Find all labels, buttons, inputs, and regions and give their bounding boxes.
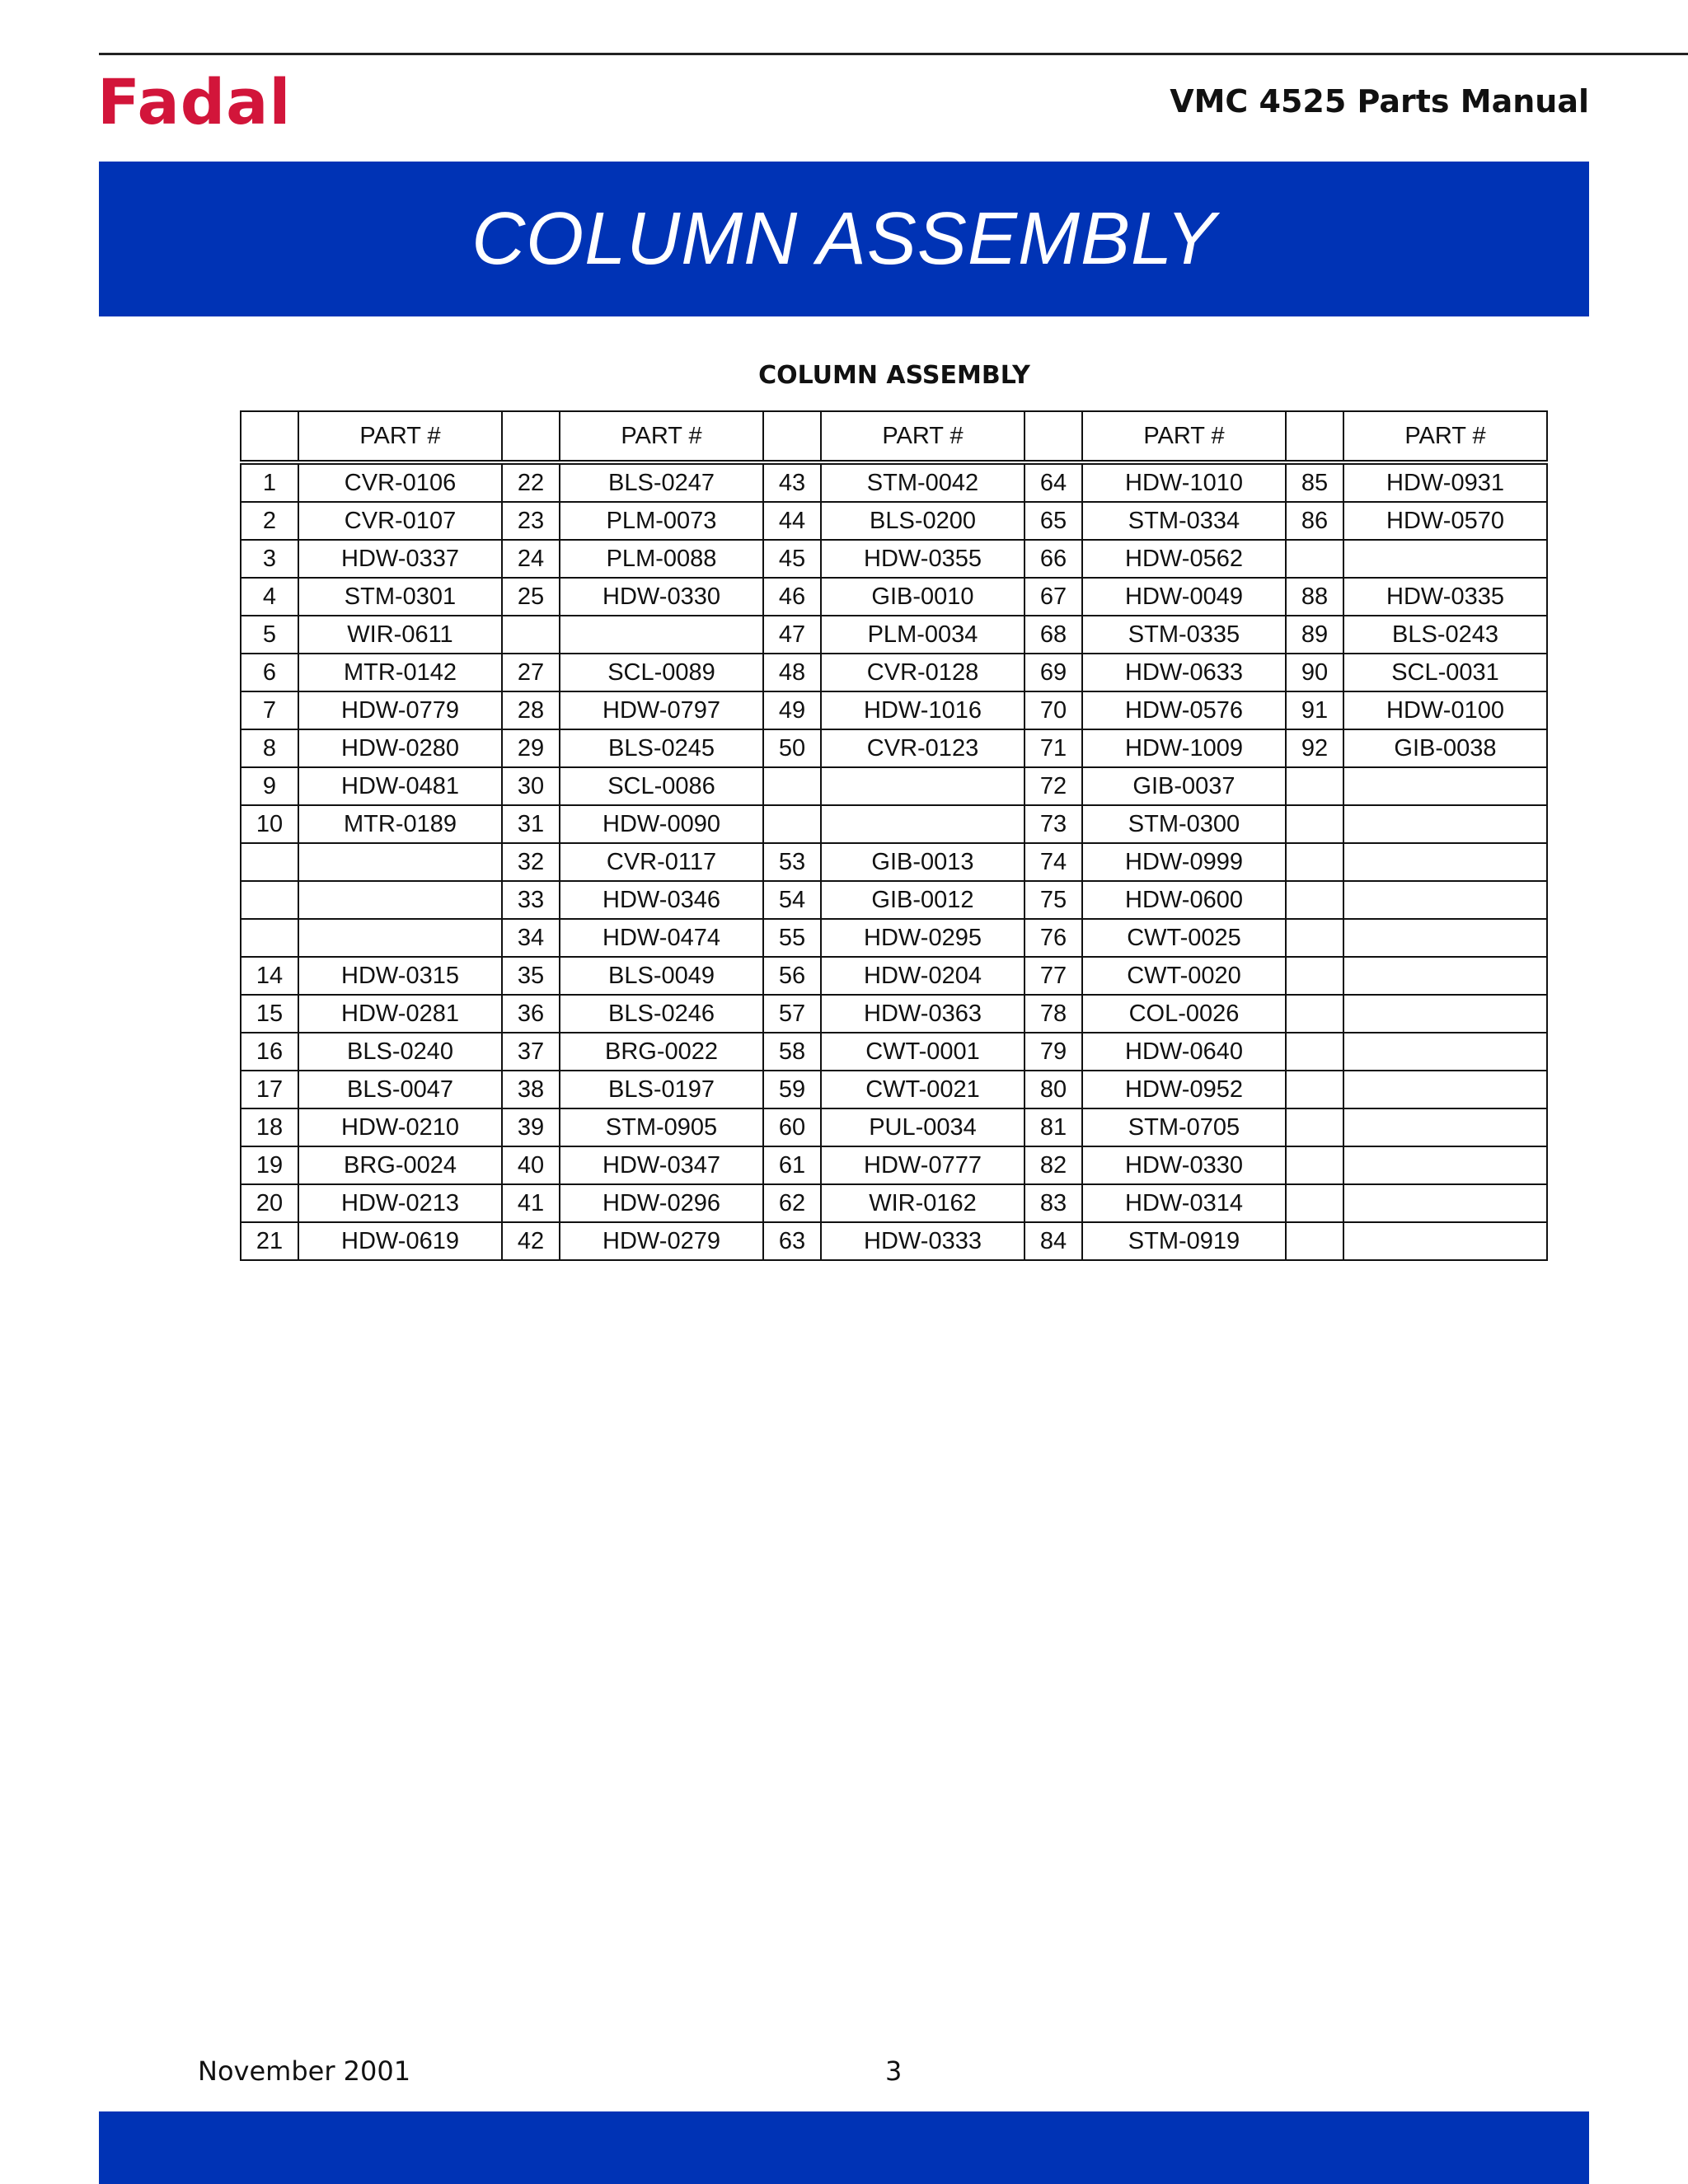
item-number-cell: 71 xyxy=(1025,729,1082,767)
part-number-cell: STM-0300 xyxy=(1082,805,1286,843)
part-number-cell: HDW-0640 xyxy=(1082,1033,1286,1071)
part-number-cell xyxy=(1343,1146,1547,1184)
part-number-cell: BLS-0247 xyxy=(560,462,763,502)
table-row xyxy=(241,540,1547,578)
item-number-cell: 61 xyxy=(763,1146,821,1184)
item-number-header xyxy=(763,411,821,462)
item-number-cell xyxy=(502,616,560,654)
part-number-cell: GIB-0013 xyxy=(821,843,1025,881)
table-row xyxy=(241,1184,1547,1222)
part-number-cell xyxy=(298,881,502,919)
part-number-cell: HDW-0204 xyxy=(821,957,1025,995)
part-number-cell: BRG-0024 xyxy=(298,1146,502,1184)
part-number-cell: HDW-0295 xyxy=(821,919,1025,957)
item-number-cell: 65 xyxy=(1025,502,1082,540)
item-number-cell: 43 xyxy=(763,462,821,502)
part-number-cell xyxy=(298,919,502,957)
item-number-cell: 64 xyxy=(1025,462,1082,502)
item-number-cell xyxy=(1286,805,1343,843)
part-number-cell: CWT-0021 xyxy=(821,1071,1025,1108)
table-row xyxy=(241,1146,1547,1184)
item-number-cell xyxy=(1286,1033,1343,1071)
table-row xyxy=(241,843,1547,881)
part-number-cell: HDW-0363 xyxy=(821,995,1025,1033)
item-number-cell: 58 xyxy=(763,1033,821,1071)
part-number-cell: HDW-0281 xyxy=(298,995,502,1033)
item-number-cell: 34 xyxy=(502,919,560,957)
part-number-cell xyxy=(1343,995,1547,1033)
part-number-cell: GIB-0037 xyxy=(1082,767,1286,805)
item-number-cell: 55 xyxy=(763,919,821,957)
part-number-cell: HDW-0337 xyxy=(298,540,502,578)
item-number-cell: 85 xyxy=(1286,462,1343,502)
item-number-cell: 22 xyxy=(502,462,560,502)
parts-table-body xyxy=(241,462,1547,1260)
part-number-cell: HDW-0210 xyxy=(298,1108,502,1146)
table-row xyxy=(241,995,1547,1033)
part-number-cell: STM-0335 xyxy=(1082,616,1286,654)
item-number-cell: 47 xyxy=(763,616,821,654)
part-number-header: PART # xyxy=(821,411,1025,462)
item-number-cell xyxy=(1286,995,1343,1033)
part-number-cell: HDW-0347 xyxy=(560,1146,763,1184)
item-number-cell: 73 xyxy=(1025,805,1082,843)
part-number-cell xyxy=(1343,1222,1547,1260)
part-number-cell: WIR-0162 xyxy=(821,1184,1025,1222)
part-number-cell: HDW-0049 xyxy=(1082,578,1286,616)
parts-table xyxy=(240,410,1548,1261)
item-number-cell: 83 xyxy=(1025,1184,1082,1222)
item-number-cell: 8 xyxy=(241,729,298,767)
item-number-header xyxy=(241,411,298,462)
item-number-cell: 32 xyxy=(502,843,560,881)
part-number-cell: HDW-0952 xyxy=(1082,1071,1286,1108)
item-number-cell: 59 xyxy=(763,1071,821,1108)
item-number-cell xyxy=(1286,1222,1343,1260)
section-banner xyxy=(99,162,1589,316)
table-row xyxy=(241,729,1547,767)
item-number-cell: 82 xyxy=(1025,1146,1082,1184)
header-rule xyxy=(99,53,1688,55)
part-number-cell: HDW-0330 xyxy=(560,578,763,616)
part-number-cell: HDW-0570 xyxy=(1343,502,1547,540)
footer-bar xyxy=(99,2111,1589,2184)
table-row xyxy=(241,881,1547,919)
part-number-cell: MTR-0142 xyxy=(298,654,502,691)
item-number-cell: 37 xyxy=(502,1033,560,1071)
page-number: 3 xyxy=(885,2055,903,2087)
part-number-cell: GIB-0038 xyxy=(1343,729,1547,767)
item-number-cell: 54 xyxy=(763,881,821,919)
item-number-cell: 41 xyxy=(502,1184,560,1222)
item-number-cell xyxy=(241,843,298,881)
item-number-cell: 14 xyxy=(241,957,298,995)
part-number-cell: STM-0301 xyxy=(298,578,502,616)
item-number-cell: 16 xyxy=(241,1033,298,1071)
part-number-cell: PUL-0034 xyxy=(821,1108,1025,1146)
part-number-cell xyxy=(1343,843,1547,881)
item-number-cell: 74 xyxy=(1025,843,1082,881)
part-number-cell: BLS-0245 xyxy=(560,729,763,767)
part-number-cell: PLM-0073 xyxy=(560,502,763,540)
part-number-cell: HDW-0296 xyxy=(560,1184,763,1222)
part-number-cell: BLS-0243 xyxy=(1343,616,1547,654)
item-number-cell: 66 xyxy=(1025,540,1082,578)
item-number-cell: 50 xyxy=(763,729,821,767)
part-number-cell: HDW-0576 xyxy=(1082,691,1286,729)
part-number-cell: HDW-0779 xyxy=(298,691,502,729)
item-number-cell: 75 xyxy=(1025,881,1082,919)
item-number-cell: 10 xyxy=(241,805,298,843)
item-number-cell xyxy=(763,805,821,843)
part-number-header: PART # xyxy=(1343,411,1547,462)
item-number-cell xyxy=(1286,919,1343,957)
item-number-cell: 67 xyxy=(1025,578,1082,616)
part-number-cell: BRG-0022 xyxy=(560,1033,763,1071)
part-number-cell xyxy=(1343,919,1547,957)
part-number-cell: HDW-0633 xyxy=(1082,654,1286,691)
table-row xyxy=(241,578,1547,616)
item-number-cell: 89 xyxy=(1286,616,1343,654)
part-number-cell: STM-0919 xyxy=(1082,1222,1286,1260)
item-number-cell: 4 xyxy=(241,578,298,616)
part-number-cell: STM-0042 xyxy=(821,462,1025,502)
part-number-cell: CWT-0001 xyxy=(821,1033,1025,1071)
part-number-cell xyxy=(1343,1184,1547,1222)
part-number-cell: GIB-0010 xyxy=(821,578,1025,616)
item-number-cell: 30 xyxy=(502,767,560,805)
item-number-cell xyxy=(1286,1184,1343,1222)
part-number-cell: BLS-0246 xyxy=(560,995,763,1033)
item-number-cell xyxy=(763,767,821,805)
part-number-cell: HDW-1010 xyxy=(1082,462,1286,502)
item-number-cell xyxy=(1286,843,1343,881)
part-number-cell: SCL-0089 xyxy=(560,654,763,691)
item-number-cell xyxy=(1286,1108,1343,1146)
item-number-cell xyxy=(241,919,298,957)
item-number-cell: 76 xyxy=(1025,919,1082,957)
item-number-cell: 48 xyxy=(763,654,821,691)
part-number-cell: HDW-0333 xyxy=(821,1222,1025,1260)
item-number-cell: 49 xyxy=(763,691,821,729)
table-row xyxy=(241,691,1547,729)
table-row xyxy=(241,502,1547,540)
part-number-cell: COL-0026 xyxy=(1082,995,1286,1033)
item-number-cell: 80 xyxy=(1025,1071,1082,1108)
part-number-cell: HDW-0355 xyxy=(821,540,1025,578)
part-number-cell: BLS-0049 xyxy=(560,957,763,995)
item-number-cell: 86 xyxy=(1286,502,1343,540)
part-number-cell: HDW-0315 xyxy=(298,957,502,995)
item-number-cell: 45 xyxy=(763,540,821,578)
part-number-cell: HDW-0346 xyxy=(560,881,763,919)
part-number-cell: HDW-0777 xyxy=(821,1146,1025,1184)
part-number-cell: CVR-0128 xyxy=(821,654,1025,691)
item-number-cell: 18 xyxy=(241,1108,298,1146)
item-number-cell: 3 xyxy=(241,540,298,578)
table-row xyxy=(241,957,1547,995)
item-number-cell: 62 xyxy=(763,1184,821,1222)
part-number-cell: CVR-0106 xyxy=(298,462,502,502)
part-number-cell: BLS-0200 xyxy=(821,502,1025,540)
table-row xyxy=(241,616,1547,654)
item-number-cell: 78 xyxy=(1025,995,1082,1033)
item-number-cell: 44 xyxy=(763,502,821,540)
part-number-cell: STM-0334 xyxy=(1082,502,1286,540)
part-number-cell: HDW-0600 xyxy=(1082,881,1286,919)
item-number-cell: 79 xyxy=(1025,1033,1082,1071)
part-number-cell: CVR-0107 xyxy=(298,502,502,540)
item-number-cell: 36 xyxy=(502,995,560,1033)
item-number-header xyxy=(1286,411,1343,462)
item-number-cell: 6 xyxy=(241,654,298,691)
part-number-cell: BLS-0047 xyxy=(298,1071,502,1108)
part-number-cell xyxy=(1343,1071,1547,1108)
item-number-cell: 84 xyxy=(1025,1222,1082,1260)
section-title: COLUMN ASSEMBLY xyxy=(471,197,1217,280)
item-number-cell: 17 xyxy=(241,1071,298,1108)
item-number-cell: 69 xyxy=(1025,654,1082,691)
item-number-cell xyxy=(1286,957,1343,995)
item-number-cell: 92 xyxy=(1286,729,1343,767)
item-number-cell: 38 xyxy=(502,1071,560,1108)
part-number-cell: GIB-0012 xyxy=(821,881,1025,919)
part-number-cell: CVR-0123 xyxy=(821,729,1025,767)
part-number-header: PART # xyxy=(560,411,763,462)
item-number-cell xyxy=(1286,767,1343,805)
table-row xyxy=(241,805,1547,843)
table-caption: COLUMN ASSEMBLY xyxy=(758,361,1030,390)
item-number-cell: 28 xyxy=(502,691,560,729)
part-number-cell xyxy=(1343,957,1547,995)
item-number-cell: 60 xyxy=(763,1108,821,1146)
table-row xyxy=(241,1108,1547,1146)
manual-title: VMC 4525 Parts Manual xyxy=(1170,83,1589,120)
item-number-cell: 39 xyxy=(502,1108,560,1146)
part-number-cell: HDW-0474 xyxy=(560,919,763,957)
part-number-cell xyxy=(1343,767,1547,805)
part-number-cell: HDW-0279 xyxy=(560,1222,763,1260)
item-number-cell: 2 xyxy=(241,502,298,540)
table-row xyxy=(241,919,1547,957)
item-number-cell xyxy=(1286,1071,1343,1108)
item-number-cell: 91 xyxy=(1286,691,1343,729)
item-number-cell: 20 xyxy=(241,1184,298,1222)
part-number-header: PART # xyxy=(298,411,502,462)
part-number-cell xyxy=(560,616,763,654)
part-number-cell: CVR-0117 xyxy=(560,843,763,881)
item-number-header xyxy=(502,411,560,462)
table-row xyxy=(241,1071,1547,1108)
item-number-cell: 77 xyxy=(1025,957,1082,995)
part-number-cell: MTR-0189 xyxy=(298,805,502,843)
part-number-cell: HDW-0213 xyxy=(298,1184,502,1222)
item-number-cell: 27 xyxy=(502,654,560,691)
item-number-header xyxy=(1025,411,1082,462)
part-number-cell: HDW-1009 xyxy=(1082,729,1286,767)
item-number-cell: 7 xyxy=(241,691,298,729)
footer-date: November 2001 xyxy=(198,2055,411,2087)
item-number-cell: 24 xyxy=(502,540,560,578)
brand-logo: Fadal xyxy=(97,65,292,138)
part-number-cell xyxy=(1343,805,1547,843)
part-number-cell: HDW-0999 xyxy=(1082,843,1286,881)
item-number-cell: 5 xyxy=(241,616,298,654)
part-number-cell: HDW-0931 xyxy=(1343,462,1547,502)
part-number-cell: HDW-0330 xyxy=(1082,1146,1286,1184)
part-number-cell: HDW-0100 xyxy=(1343,691,1547,729)
part-number-cell xyxy=(821,805,1025,843)
item-number-cell: 9 xyxy=(241,767,298,805)
item-number-cell: 40 xyxy=(502,1146,560,1184)
part-number-cell xyxy=(1343,540,1547,578)
item-number-cell: 33 xyxy=(502,881,560,919)
part-number-cell: HDW-0562 xyxy=(1082,540,1286,578)
item-number-cell: 31 xyxy=(502,805,560,843)
part-number-cell: STM-0905 xyxy=(560,1108,763,1146)
item-number-cell xyxy=(241,881,298,919)
part-number-cell: BLS-0240 xyxy=(298,1033,502,1071)
item-number-cell: 56 xyxy=(763,957,821,995)
part-number-cell xyxy=(821,767,1025,805)
item-number-cell: 70 xyxy=(1025,691,1082,729)
item-number-cell xyxy=(1286,1146,1343,1184)
part-number-cell: STM-0705 xyxy=(1082,1108,1286,1146)
item-number-cell: 25 xyxy=(502,578,560,616)
part-number-header: PART # xyxy=(1082,411,1286,462)
item-number-cell: 46 xyxy=(763,578,821,616)
table-row xyxy=(241,767,1547,805)
item-number-cell xyxy=(1286,540,1343,578)
table-row xyxy=(241,462,1547,502)
item-number-cell: 1 xyxy=(241,462,298,502)
part-number-cell: CWT-0025 xyxy=(1082,919,1286,957)
item-number-cell: 23 xyxy=(502,502,560,540)
part-number-cell: HDW-0619 xyxy=(298,1222,502,1260)
part-number-cell: PLM-0034 xyxy=(821,616,1025,654)
item-number-cell: 19 xyxy=(241,1146,298,1184)
item-number-cell: 15 xyxy=(241,995,298,1033)
part-number-cell: SCL-0031 xyxy=(1343,654,1547,691)
part-number-cell: HDW-0280 xyxy=(298,729,502,767)
item-number-cell: 29 xyxy=(502,729,560,767)
part-number-cell: HDW-0481 xyxy=(298,767,502,805)
item-number-cell: 72 xyxy=(1025,767,1082,805)
item-number-cell: 35 xyxy=(502,957,560,995)
item-number-cell: 57 xyxy=(763,995,821,1033)
part-number-cell xyxy=(1343,881,1547,919)
part-number-cell: HDW-0314 xyxy=(1082,1184,1286,1222)
part-number-cell: WIR-0611 xyxy=(298,616,502,654)
item-number-cell: 88 xyxy=(1286,578,1343,616)
part-number-cell: HDW-0090 xyxy=(560,805,763,843)
item-number-cell: 81 xyxy=(1025,1108,1082,1146)
part-number-cell: CWT-0020 xyxy=(1082,957,1286,995)
item-number-cell: 42 xyxy=(502,1222,560,1260)
item-number-cell xyxy=(1286,881,1343,919)
table-row xyxy=(241,1033,1547,1071)
part-number-cell xyxy=(298,843,502,881)
item-number-cell: 90 xyxy=(1286,654,1343,691)
part-number-cell: BLS-0197 xyxy=(560,1071,763,1108)
table-row xyxy=(241,654,1547,691)
part-number-cell: HDW-1016 xyxy=(821,691,1025,729)
part-number-cell xyxy=(1343,1033,1547,1071)
table-header-row xyxy=(241,411,1547,462)
part-number-cell: HDW-0797 xyxy=(560,691,763,729)
part-number-cell: SCL-0086 xyxy=(560,767,763,805)
part-number-cell: PLM-0088 xyxy=(560,540,763,578)
part-number-cell: HDW-0335 xyxy=(1343,578,1547,616)
part-number-cell xyxy=(1343,1108,1547,1146)
item-number-cell: 53 xyxy=(763,843,821,881)
item-number-cell: 63 xyxy=(763,1222,821,1260)
table-row xyxy=(241,1222,1547,1260)
item-number-cell: 68 xyxy=(1025,616,1082,654)
item-number-cell: 21 xyxy=(241,1222,298,1260)
